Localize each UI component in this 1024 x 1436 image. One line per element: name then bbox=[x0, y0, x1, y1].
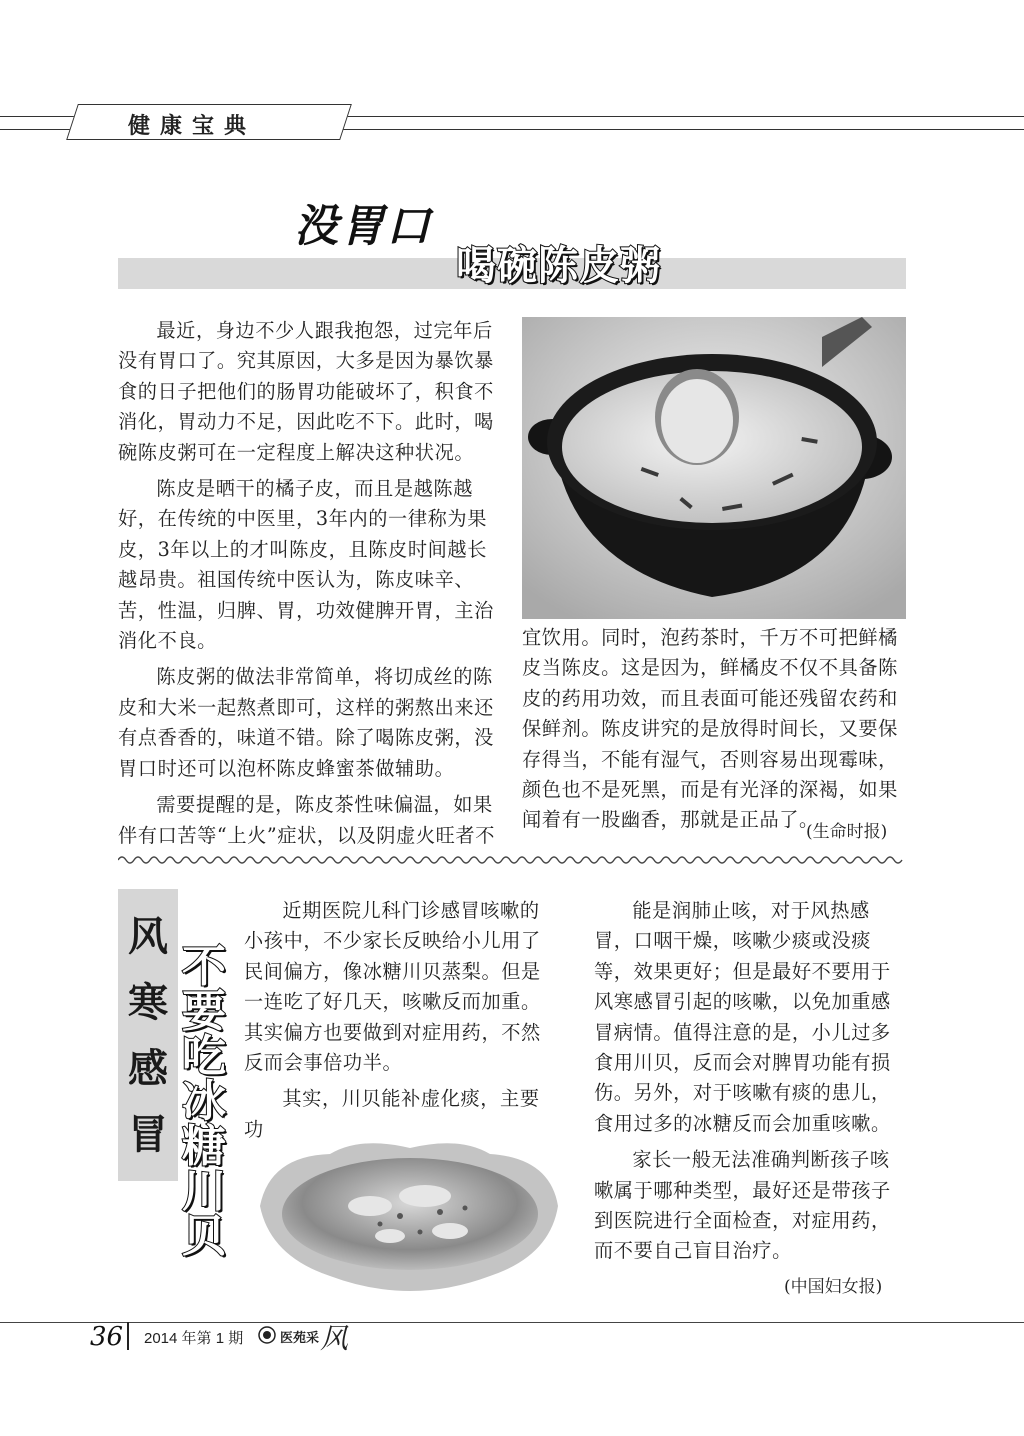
paragraph: 陈皮粥的做法非常简单，将切成丝的陈皮和大米一起熬煮即可，这样的粥熬出来还有点香香的，味道不错。除了喝陈皮粥，没胃口时还可以泡杯陈皮蜂蜜茶做辅助。 bbox=[118, 665, 494, 780]
pear-soup-bowl-photo bbox=[250, 1136, 568, 1296]
article1-left-column bbox=[118, 316, 502, 857]
paragraph: 陈皮是晒干的橘子皮，而且是越陈越好，在传统的中医里，3年内的一律称为果皮，3年以上的才叫陈皮，且陈皮时间越长越昂贵。祖国传统中医认为，陈皮味辛、苦，性温，归脾、胃，功效健脾开胃，主治消化不良。 bbox=[118, 477, 494, 653]
paragraph: 近期医院儿科门诊感冒咳嗽的小孩中，不少家长反映给小儿用了民间偏方，像冰糖川贝蒸梨。但是一连吃了好几天，咳嗽反而加重。其实偏方也要做到对症用药，不然反而会事倍功半。 bbox=[244, 899, 541, 1075]
brand-logo-icon bbox=[258, 1326, 276, 1344]
article1-source: (生命时报) bbox=[806, 822, 888, 842]
page-number: 36 bbox=[90, 1322, 124, 1352]
ornament-divider bbox=[118, 854, 906, 866]
brand-calligraphy: 风 bbox=[320, 1322, 349, 1355]
article1-right-paragraph: 宜饮用。同时，泡药茶时，千万不可把鲜橘皮当陈皮。这是因为，鲜橘皮不仅不具备陈皮的药用功效，而且表面可能还残留农药和保鲜剂。陈皮讲究的是放得时间长，又要保存得当，不能有湿气，否则容易出现霉味，颜色也不是死黑，而是有光泽的深褐，如果闻着有一股幽香，那就是正品了。 bbox=[522, 626, 898, 832]
article2-right-column bbox=[594, 896, 906, 1273]
article2-source: (中国妇女报) bbox=[784, 1277, 883, 1297]
article1-title-sub: 喝碗陈皮粥 bbox=[456, 242, 661, 289]
article2-left-column bbox=[244, 896, 556, 1151]
paragraph: 其实，川贝能补虚化痰，主要功 bbox=[244, 1087, 540, 1141]
footer-rule bbox=[0, 1322, 1024, 1323]
footer-separator bbox=[127, 1322, 129, 1350]
paragraph: 最近，身边不少人跟我抱怨，过完年后没有胃口了。究其原因，大多是因为暴饮暴食的日子把他们的肠胃功能破坏了，积食不消化，胃动力不足，因此吃不下。此时，喝碗陈皮粥可在一定程度上解决这种状况。 bbox=[118, 319, 494, 464]
issue-label: 2014 年第 1 期 bbox=[144, 1330, 244, 1347]
porridge-pot-photo bbox=[522, 317, 906, 619]
section-label: 健康宝典 bbox=[128, 113, 257, 139]
article1-title-main: 没胃口 bbox=[294, 201, 432, 252]
paragraph: 能是润肺止咳，对于风热感冒，口咽干燥，咳嗽少痰或没痰等，效果更好；但是最好不要用于风寒感冒引起的咳嗽，以免加重感冒病情。值得注意的是，小儿过多食用川贝，反而会对脾胃功能有损伤。另外，对于咳嗽有痰的患儿，食用过多的冰糖反而会加重咳嗽。 bbox=[594, 899, 891, 1135]
article1-right-column bbox=[522, 623, 906, 842]
paragraph: 需要提醒的是，陈皮茶性味偏温，如果伴有口苦等“上火”症状，以及阴虚火旺者不 bbox=[118, 793, 495, 847]
article2-subtitle-vertical: 不要吃冰糖川贝 bbox=[182, 941, 226, 1262]
paragraph: 家长一般无法准确判断孩子咳嗽属于哪种类型，最好还是带孩子到医院进行全面检查，对症用药，而不要自己盲目治疗。 bbox=[594, 1148, 891, 1263]
article2-title-vertical: 风寒感冒 bbox=[128, 914, 168, 1158]
brand-name: 医苑采 bbox=[280, 1331, 320, 1346]
